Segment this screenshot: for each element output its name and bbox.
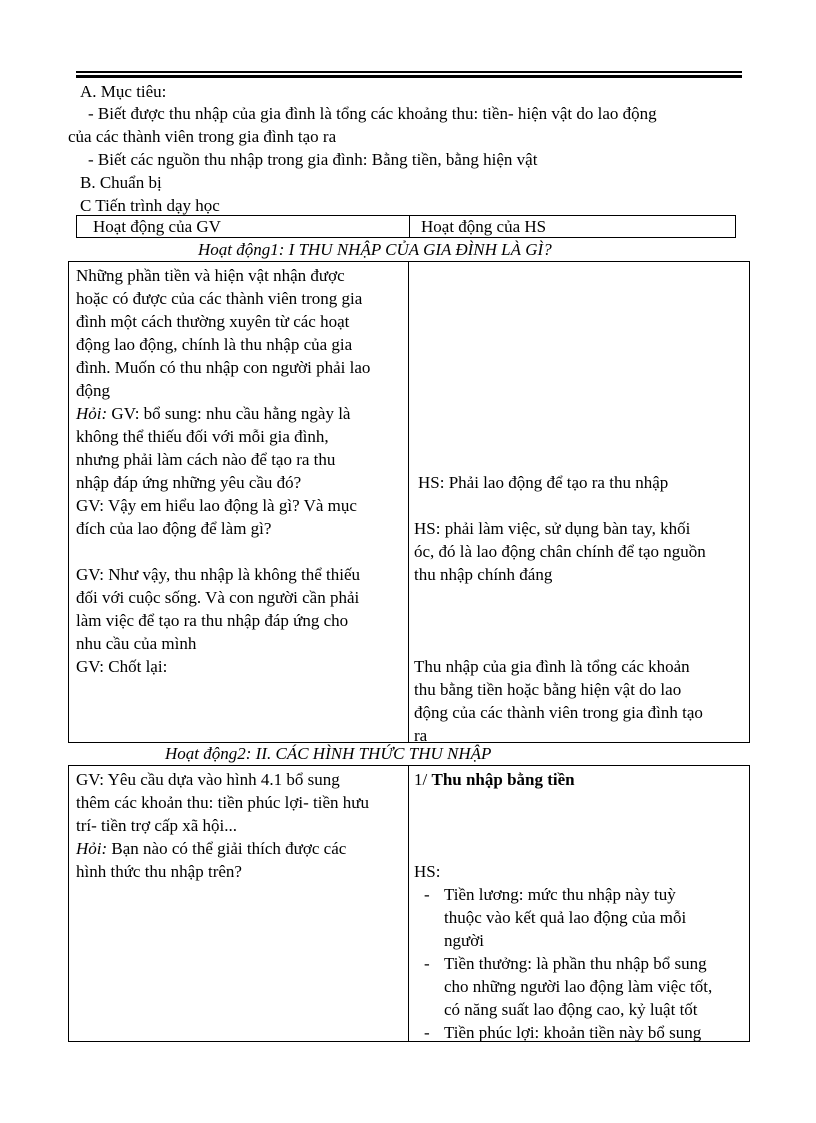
a2-gv-line: trí- tiền trợ cấp xã hội... [76,816,237,835]
goal-2: - Biết các nguồn thu nhập trong gia đình: Bằng tiền, bằng hiện vật [88,150,538,169]
a1-gv-more: GV: Như vậy, thu nhập là không thể thiếu [76,565,360,584]
column-header-table [76,215,736,238]
a1-ask-text: GV: bổ sung: nhu cầu hằng ngày là [107,404,351,423]
activity1-table [68,261,750,743]
a2-gv-line: thêm các khoản thu: tiền phúc lợi- tiền hưu [76,793,369,812]
a2-gv-line: GV: Yêu cầu dựa vào hình 4.1 bổ sung [76,770,340,789]
a1-hs-answer-2: HS: phải làm việc, sử dụng bàn tay, khối [414,519,691,538]
a1-gv-line: Những phần tiền và hiện vật nhận được [76,266,345,285]
column-teacher-label: Hoạt động của GV [93,217,221,236]
a1-hs-answer-2: óc, đó là lao động chân chính để tạo nguồn [414,542,706,561]
bullet-line: thuộc vào kết quả lao động của mỗi [444,908,687,927]
a1-hs-conclusion: động của các thành viên trong gia đình tạo [414,703,703,722]
a1-hs-conclusion: thu bằng tiền hoặc bằng hiện vật do lao [414,680,682,699]
bullet-line: có năng suất lao động cao, kỷ luật tốt [444,1000,698,1019]
a1-gv-line: đình. Muốn có thu nhập con người phải lao [76,358,371,377]
a2-hs-heading [414,768,575,791]
a1-hs-answer-2: thu nhập chính đáng [414,565,553,584]
a1-gv-line: động [76,381,110,400]
activity2-title: Hoạt động2: II. CÁC HÌNH THỨC THU NHẬP [165,744,492,763]
bullet-line: Tiền thưởng: là phần thu nhập bổ sung [444,954,707,973]
a1-gv-more: làm việc để tạo ra thu nhập đáp ứng cho [76,611,349,630]
bullet-dash: - [424,885,430,904]
bullet-dash: - [424,1023,430,1042]
top-rule-thin [76,71,742,73]
bullet-line: Tiền lương: mức thu nhập này tuỳ [444,885,676,904]
column-student-label: Hoạt động của HS [421,217,547,236]
section-b-heading: B. Chuẩn bị [80,173,162,192]
activity1-column-divider [408,262,409,742]
activity1-title: Hoạt động1: I THU NHẬP CỦA GIA ĐÌNH LÀ GÌ? [198,240,552,259]
a2-hs-label: HS: [414,862,441,881]
bullet-line: Tiền phúc lợi: khoản tiền này bổ sung [444,1023,702,1042]
activity2-column-divider [408,766,409,1041]
a1-hs-answer-1: HS: Phải lao động để tạo ra thu nhập [418,473,669,492]
activity2-table [68,765,750,1042]
a1-ask-label: Hỏi: [76,404,108,423]
a1-ask-line: đích của lao động để làm gì? [76,519,272,538]
a1-gv-line: đình một cách thường xuyên từ các hoạt [76,312,350,331]
a1-ask-line: GV: Vậy em hiểu lao động là gì? Và mục [76,496,357,515]
a2-ask-line [76,837,346,860]
a2-ask-label: Hỏi: [76,839,108,858]
a1-ask-line: không thể thiếu đối với mỗi gia đình, [76,427,329,446]
a1-gv-more: nhu cầu của mình [76,634,197,653]
a1-gv-line: hoặc có được của các thành viên trong gia [76,289,363,308]
a1-gv-more: đối với cuộc sống. Và con người cần phải [76,588,360,607]
a1-hs-conclusion: Thu nhập của gia đình là tổng các khoản [414,657,690,676]
section-a-heading: A. Mục tiêu: [80,82,167,101]
top-rule-thick [76,75,742,78]
bullet-line: cho những người lao động làm việc tốt, [444,977,713,996]
a2-ask-text: Bạn nào có thể giải thích được các [107,839,347,858]
bullet-line: người [444,931,484,950]
a2-hs-heading-num: 1/ [414,770,432,789]
a2-hs-heading-text: Thu nhập bằng tiền [431,770,575,789]
a1-ask-line [76,402,350,425]
goal-1-line-1: - Biết được thu nhập của gia đình là tổng các khoảng thu: tiền- hiện vật do lao động [88,104,657,123]
goal-1-line-2: của các thành viên trong gia đình tạo ra [68,127,337,146]
a1-hs-conclusion: ra [414,726,428,745]
a1-gv-conclude: GV: Chốt lại: [76,657,168,676]
a1-ask-line: nhưng phải làm cách nào để tạo ra thu [76,450,336,469]
a2-ask-line-2: hình thức thu nhập trên? [76,862,242,881]
a1-ask-line: nhập đáp ứng những yêu cầu đó? [76,473,302,492]
bullet-dash: - [424,954,430,973]
a1-gv-line: động lao động, chính là thu nhập của gia [76,335,353,354]
section-c-heading: C Tiến trình dạy học [80,196,220,215]
